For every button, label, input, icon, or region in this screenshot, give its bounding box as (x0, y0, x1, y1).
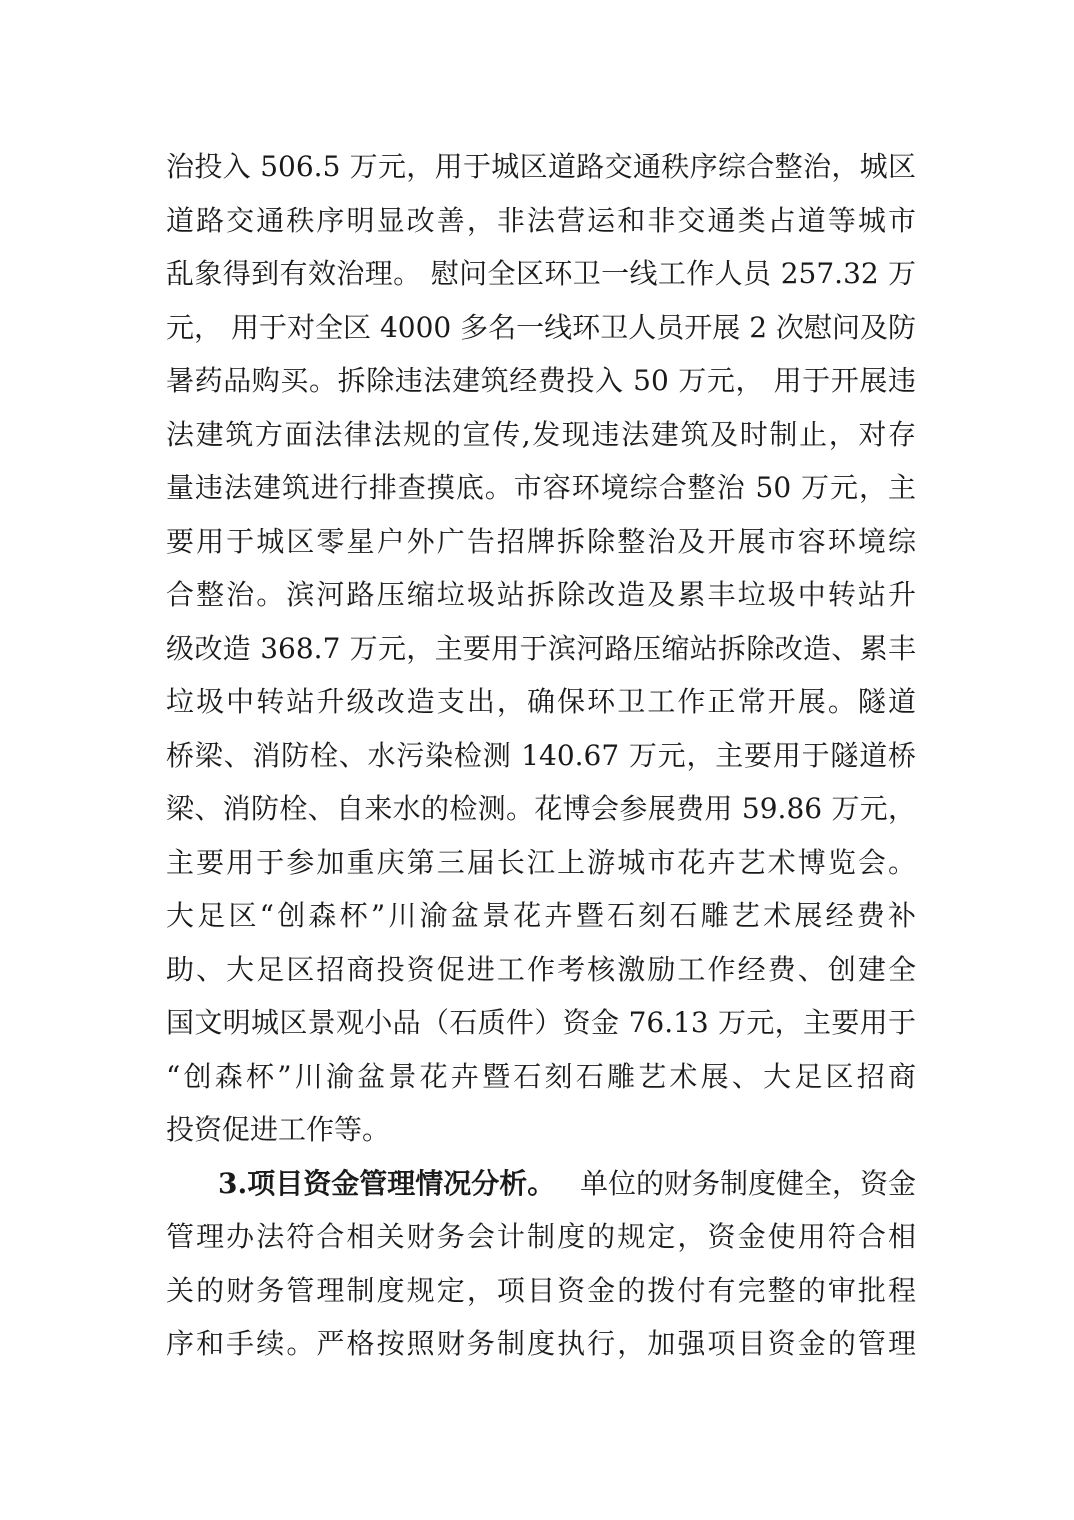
text-line: 法建筑方面法律法规的宣传,发现违法建筑及时制止，对存 (166, 417, 916, 451)
text-line: 级改造 368.7 万元，主要用于滨河路压缩站拆除改造、累丰 (166, 631, 916, 665)
text-line: 国文明城区景观小品（石质件）资金 76.13 万元，主要用于 (166, 1006, 916, 1039)
text-line: 梁、消防栓、自来水的检测。花博会参展费用 59.86 万元， (166, 792, 916, 825)
text-line: 大足区“创森杯”川渝盆景花卉暨石刻石雕艺术展经费补 (166, 899, 916, 932)
heading-line-rest: 单位的财务制度健全，资金 (579, 1166, 916, 1200)
text-line: 要用于城区零星户外广告招牌拆除整治及开展市容环境综 (166, 524, 916, 558)
text-line: 助、大足区招商投资促进工作考核激励工作经费、创建全 (166, 952, 916, 986)
paragraph-expenditure-details (166, 140, 916, 1157)
text-line: 关的财务管理制度规定，项目资金的拨付有完整的审批程 (166, 1273, 916, 1307)
text-line: 垃圾中转站升级改造支出，确保环卫工作正常开展。隧道 (166, 685, 916, 718)
text-line: 元， 用于对全区 4000 多名一线环卫人员开展 2 次慰问及防 (166, 310, 916, 344)
paragraph-fund-management (166, 1157, 916, 1371)
text-line: 量违法建筑进行排查摸底。市容环境综合整治 50 万元，主 (166, 471, 916, 504)
text-line: 主要用于参加重庆第三届长江上游城市花卉艺术博览会。 (166, 845, 916, 879)
text-line: 投资促进工作等。 (166, 1113, 391, 1146)
text-line: 管理办法符合相关财务会计制度的规定，资金使用符合相 (166, 1220, 916, 1253)
text-line: 序和手续。严格按照财务制度执行，加强项目资金的管理 (166, 1327, 916, 1360)
text-line: 乱象得到有效治理。 慰问全区环卫一线工作人员 257.32 万 (166, 257, 916, 290)
text-line: 治投入 506.5 万元，用于城区道路交通秩序综合整治，城区 (166, 150, 916, 183)
text-line: 合整治。滨河路压缩垃圾站拆除改造及累丰垃圾中转站升 (166, 578, 916, 611)
text-line-first (166, 1157, 916, 1211)
section-heading: 3.项目资金管理情况分析。 (218, 1166, 556, 1200)
text-line: 暑药品购买。拆除违法建筑经费投入 50 万元， 用于开展违 (166, 364, 916, 397)
document-body (166, 140, 916, 1371)
text-line: 道路交通秩序明显改善，非法营运和非交通类占道等城市 (166, 203, 916, 237)
text-line: “创森杯”川渝盆景花卉暨石刻石雕艺术展、大足区招商 (166, 1059, 916, 1093)
text-line: 桥梁、消防栓、水污染检测 140.67 万元，主要用于隧道桥 (166, 738, 916, 772)
